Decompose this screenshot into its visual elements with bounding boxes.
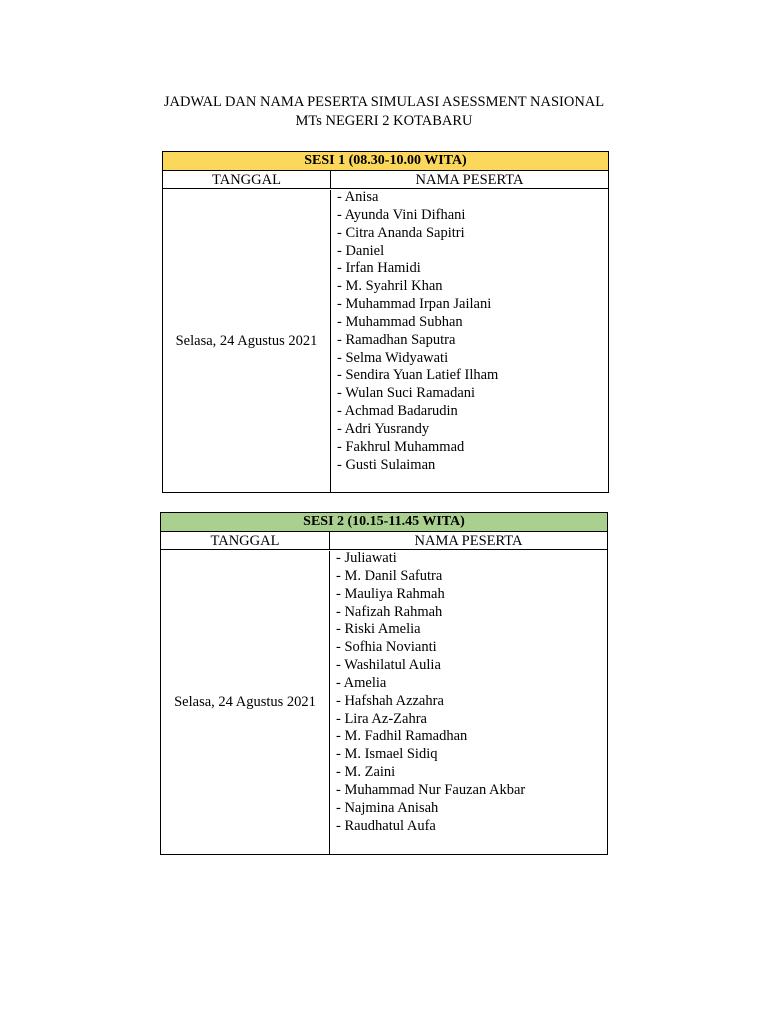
participant-item: - Raudhatul Aufa — [336, 817, 436, 834]
participant-item: - Sofhia Novianti — [336, 639, 437, 656]
participant-item: - M. Fadhil Ramadhan — [336, 728, 468, 745]
column-header-tanggal: TANGGAL — [161, 532, 330, 550]
participant-item: - Selma Widyawati — [337, 349, 449, 366]
participant-item: - Amelia — [336, 674, 387, 691]
session-2-header: SESI 2 (10.15-11.45 WITA) — [161, 513, 607, 532]
participant-item: - Hafshah Azzahra — [336, 692, 444, 709]
participant-item: - Ayunda Vini Difhani — [337, 206, 466, 223]
participant-item: - Gusti Sulaiman — [337, 456, 436, 473]
session-1-participant-list — [337, 189, 608, 475]
participant-item: - Wulan Suci Ramadani — [337, 385, 476, 402]
participant-item: - Nafizah Rahmah — [336, 603, 443, 620]
session-2-table — [160, 512, 608, 855]
session-1-table — [162, 151, 609, 493]
participant-item: - Citra Ananda Sapitri — [337, 224, 465, 241]
session-2-participant-list — [336, 550, 607, 836]
participant-item: - Fakhrul Muhammad — [337, 438, 465, 455]
participant-item: - Muhammad Irpan Jailani — [337, 296, 492, 313]
participant-item: - Adri Yusrandy — [337, 420, 430, 437]
document-title: JADWAL DAN NAMA PESERTA SIMULASI ASESSMENT NASIONAL — [163, 94, 605, 110]
participant-item: - Irfan Hamidi — [337, 260, 421, 277]
participant-item: - Najmina Anisah — [336, 799, 439, 816]
participant-item: - Achmad Badarudin — [337, 403, 458, 420]
participant-item: - Riski Amelia — [336, 621, 421, 638]
session-1-date: Selasa, 24 Agustus 2021 — [163, 190, 331, 492]
participant-item: - M. Ismael Sidiq — [336, 746, 438, 763]
participant-item: - Washilatul Aulia — [336, 657, 441, 674]
participant-item: - Muhammad Subhan — [337, 313, 463, 330]
session-1-header: SESI 1 (08.30-10.00 WITA) — [163, 152, 608, 171]
participant-item: - Anisa — [337, 189, 379, 205]
column-header-nama-peserta: NAMA PESERTA — [330, 532, 607, 550]
participant-item: - Muhammad Nur Fauzan Akbar — [336, 781, 526, 798]
column-header-nama-peserta: NAMA PESERTA — [331, 171, 608, 189]
column-header-tanggal: TANGGAL — [163, 171, 331, 189]
session-2-date: Selasa, 24 Agustus 2021 — [161, 551, 330, 854]
participant-item: - Sendira Yuan Latief Ilham — [337, 367, 499, 384]
participant-item: - M. Zaini — [336, 764, 396, 781]
participant-item: - Daniel — [337, 242, 385, 259]
participant-item: - Ramadhan Saputra — [337, 331, 456, 348]
participant-item: - M. Syahril Khan — [337, 278, 443, 295]
participant-item: - Mauliya Rahmah — [336, 585, 445, 602]
participant-item: - Juliawati — [336, 550, 397, 566]
participant-item: - M. Danil Safutra — [336, 567, 443, 584]
participant-item: - Lira Az-Zahra — [336, 710, 427, 727]
school-name: MTs NEGERI 2 KOTABARU — [295, 113, 473, 129]
